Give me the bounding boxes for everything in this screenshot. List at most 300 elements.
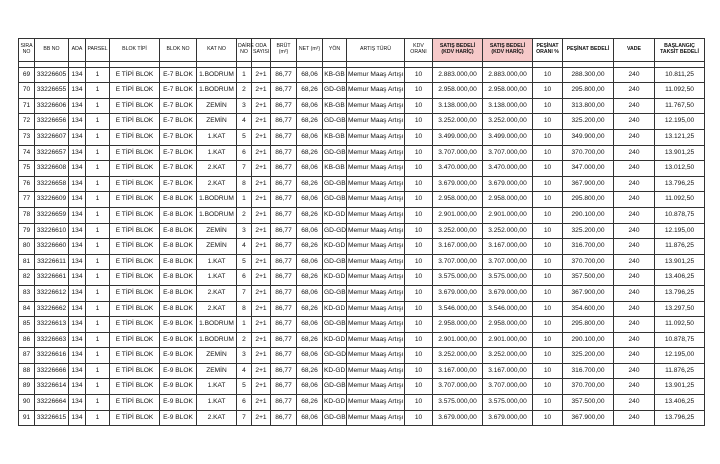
- cell-daire-no: 1: [237, 192, 252, 208]
- cell-blok-tipi: E TİPİ BLOK: [110, 114, 160, 130]
- cell-artis-turu: Memur Maaş Artışı: [347, 176, 405, 192]
- cell-bb-no: 33226610: [35, 223, 69, 239]
- cell-kat-no: ZEMİN: [197, 114, 237, 130]
- cell-kat-no: 1.BODRUM: [197, 192, 237, 208]
- cell-pesinat-orani: 10: [533, 207, 563, 223]
- cell-blok-no: E-9 BLOK: [160, 348, 197, 364]
- cell-daire-no: 7: [237, 161, 252, 177]
- cell-bb-no: 33226609: [35, 192, 69, 208]
- cell-kat-no: ZEMİN: [197, 223, 237, 239]
- cell-oda-sayisi: 2+1: [252, 161, 271, 177]
- cell-kdv-orani: 10: [405, 98, 433, 114]
- cell-blok-no: E-8 BLOK: [160, 285, 197, 301]
- cell-net: 68,06: [297, 254, 323, 270]
- cell-net: 68,26: [297, 395, 323, 411]
- cell-parsel: 1: [86, 348, 110, 364]
- cell-sira-no: 89: [19, 379, 35, 395]
- cell-daire-no: 6: [237, 270, 252, 286]
- cell-blok-tipi: E TİPİ BLOK: [110, 363, 160, 379]
- cell-satis-bedeli-1: 3.470.000,00: [433, 161, 483, 177]
- cell-kat-no: ZEMİN: [197, 239, 237, 255]
- cell-pesinat-bedeli: 290.100,00: [563, 332, 614, 348]
- cell-baslangic-taksit: 13.901,25: [655, 379, 705, 395]
- cell-kdv-orani: 10: [405, 129, 433, 145]
- cell-blok-no: E-8 BLOK: [160, 223, 197, 239]
- cell-kdv-orani: 10: [405, 379, 433, 395]
- cell-brut: 86,77: [271, 67, 297, 83]
- cell-ada: 134: [69, 83, 86, 99]
- cell-yon: KD-GD: [323, 363, 347, 379]
- cell-oda-sayisi: 2+1: [252, 207, 271, 223]
- cell-kdv-orani: 10: [405, 254, 433, 270]
- table-row: [19, 129, 705, 145]
- cell-brut: 86,77: [271, 285, 297, 301]
- cell-pesinat-orani: 10: [533, 254, 563, 270]
- cell-brut: 86,77: [271, 254, 297, 270]
- cell-net: 68,26: [297, 363, 323, 379]
- cell-ada: 134: [69, 254, 86, 270]
- cell-brut: 86,77: [271, 114, 297, 130]
- cell-satis-bedeli-1: 3.167.000,00: [433, 363, 483, 379]
- cell-baslangic-taksit: 12.195,00: [655, 348, 705, 364]
- cell-vade: 240: [614, 83, 655, 99]
- cell-kdv-orani: 10: [405, 145, 433, 161]
- table-row: [19, 83, 705, 99]
- cell-pesinat-orani: 10: [533, 129, 563, 145]
- cell-net: 68,26: [297, 145, 323, 161]
- cell-yon: GD-GB: [323, 254, 347, 270]
- cell-satis-bedeli-2: 3.679.000,00: [483, 176, 533, 192]
- cell-pesinat-orani: 10: [533, 332, 563, 348]
- cell-pesinat-orani: 10: [533, 67, 563, 83]
- cell-kat-no: 2.KAT: [197, 410, 237, 426]
- cell-kat-no: ZEMİN: [197, 363, 237, 379]
- cell-baslangic-taksit: 11.092,50: [655, 83, 705, 99]
- cell-satis-bedeli-1: 3.575.000,00: [433, 395, 483, 411]
- table-row: [19, 176, 705, 192]
- cell-vade: 240: [614, 317, 655, 333]
- cell-yon: KD-GD: [323, 332, 347, 348]
- cell-sira-no: 76: [19, 176, 35, 192]
- cell-parsel: 1: [86, 379, 110, 395]
- cell-daire-no: 2: [237, 332, 252, 348]
- cell-yon: GD-GB: [323, 83, 347, 99]
- cell-baslangic-taksit: 12.195,00: [655, 223, 705, 239]
- cell-ada: 134: [69, 239, 86, 255]
- table-row: [19, 192, 705, 208]
- cell-blok-tipi: E TİPİ BLOK: [110, 395, 160, 411]
- cell-daire-no: 6: [237, 395, 252, 411]
- cell-pesinat-bedeli: 290.100,00: [563, 207, 614, 223]
- cell-blok-no: E-7 BLOK: [160, 98, 197, 114]
- cell-pesinat-orani: 10: [533, 114, 563, 130]
- cell-oda-sayisi: 2+1: [252, 395, 271, 411]
- cell-kdv-orani: 10: [405, 301, 433, 317]
- cell-bb-no: 33226616: [35, 348, 69, 364]
- cell-blok-tipi: E TİPİ BLOK: [110, 98, 160, 114]
- cell-satis-bedeli-1: 2.901.000,00: [433, 332, 483, 348]
- cell-daire-no: 4: [237, 363, 252, 379]
- cell-artis-turu: Memur Maaş Artışı: [347, 207, 405, 223]
- cell-ada: 134: [69, 285, 86, 301]
- table-row: [19, 145, 705, 161]
- cell-pesinat-bedeli: 347.000,00: [563, 161, 614, 177]
- cell-bb-no: 33226607: [35, 129, 69, 145]
- cell-sira-no: 87: [19, 348, 35, 364]
- cell-brut: 86,77: [271, 239, 297, 255]
- cell-pesinat-bedeli: 295.800,00: [563, 317, 614, 333]
- cell-blok-tipi: E TİPİ BLOK: [110, 301, 160, 317]
- cell-satis-bedeli-2: 2.883.000,00: [483, 67, 533, 83]
- cell-artis-turu: Memur Maaş Artışı: [347, 239, 405, 255]
- cell-sira-no: 69: [19, 67, 35, 83]
- cell-brut: 86,77: [271, 395, 297, 411]
- column-header-bb-no: BB NO: [35, 39, 69, 62]
- column-header-oda-sayisi: ODA SAYISI: [252, 39, 271, 62]
- cell-brut: 86,77: [271, 145, 297, 161]
- cell-kdv-orani: 10: [405, 176, 433, 192]
- cell-daire-no: 8: [237, 176, 252, 192]
- cell-parsel: 1: [86, 83, 110, 99]
- cell-pesinat-orani: 10: [533, 285, 563, 301]
- cell-brut: 86,77: [271, 363, 297, 379]
- cell-oda-sayisi: 2+1: [252, 145, 271, 161]
- cell-net: 68,26: [297, 114, 323, 130]
- cell-pesinat-bedeli: 367.900,00: [563, 176, 614, 192]
- cell-kdv-orani: 10: [405, 410, 433, 426]
- cell-blok-tipi: E TİPİ BLOK: [110, 254, 160, 270]
- column-header-blok-tipi: BLOK TİPİ: [110, 39, 160, 62]
- table-row: [19, 332, 705, 348]
- cell-ada: 134: [69, 317, 86, 333]
- cell-brut: 86,77: [271, 192, 297, 208]
- cell-kat-no: 1.BODRUM: [197, 67, 237, 83]
- cell-artis-turu: Memur Maaş Artışı: [347, 348, 405, 364]
- cell-bb-no: 33226614: [35, 379, 69, 395]
- cell-satis-bedeli-2: 3.546.000,00: [483, 301, 533, 317]
- cell-satis-bedeli-2: 3.707.000,00: [483, 379, 533, 395]
- cell-kdv-orani: 10: [405, 239, 433, 255]
- cell-yon: GD-GB: [323, 285, 347, 301]
- cell-ada: 134: [69, 176, 86, 192]
- cell-baslangic-taksit: 13.121,25: [655, 129, 705, 145]
- cell-artis-turu: Memur Maaş Artışı: [347, 161, 405, 177]
- cell-sira-no: 91: [19, 410, 35, 426]
- cell-blok-no: E-9 BLOK: [160, 379, 197, 395]
- cell-ada: 134: [69, 161, 86, 177]
- cell-parsel: 1: [86, 129, 110, 145]
- cell-parsel: 1: [86, 67, 110, 83]
- cell-yon: GD-GB: [323, 192, 347, 208]
- cell-daire-no: 1: [237, 67, 252, 83]
- cell-brut: 86,77: [271, 223, 297, 239]
- cell-pesinat-orani: 10: [533, 301, 563, 317]
- cell-yon: GD-GB: [323, 176, 347, 192]
- cell-satis-bedeli-1: 3.679.000,00: [433, 285, 483, 301]
- cell-parsel: 1: [86, 363, 110, 379]
- cell-pesinat-orani: 10: [533, 192, 563, 208]
- cell-brut: 86,77: [271, 161, 297, 177]
- cell-blok-tipi: E TİPİ BLOK: [110, 83, 160, 99]
- cell-daire-no: 1: [237, 317, 252, 333]
- cell-kdv-orani: 10: [405, 83, 433, 99]
- table-row: [19, 317, 705, 333]
- cell-daire-no: 8: [237, 301, 252, 317]
- cell-pesinat-bedeli: 325.200,00: [563, 223, 614, 239]
- cell-baslangic-taksit: 11.876,25: [655, 239, 705, 255]
- cell-parsel: 1: [86, 114, 110, 130]
- cell-pesinat-orani: 10: [533, 270, 563, 286]
- column-header-daire-no: DAİRE NO: [237, 39, 252, 62]
- cell-blok-no: E-8 BLOK: [160, 270, 197, 286]
- cell-blok-tipi: E TİPİ BLOK: [110, 223, 160, 239]
- cell-bb-no: 33226666: [35, 363, 69, 379]
- cell-pesinat-bedeli: 325.200,00: [563, 114, 614, 130]
- cell-oda-sayisi: 2+1: [252, 348, 271, 364]
- cell-blok-no: E-7 BLOK: [160, 83, 197, 99]
- cell-baslangic-taksit: 13.796,25: [655, 285, 705, 301]
- sales-price-table: [18, 38, 705, 426]
- cell-net: 68,06: [297, 317, 323, 333]
- cell-pesinat-orani: 10: [533, 410, 563, 426]
- cell-satis-bedeli-2: 3.707.000,00: [483, 254, 533, 270]
- cell-net: 68,06: [297, 348, 323, 364]
- cell-blok-no: E-9 BLOK: [160, 363, 197, 379]
- cell-pesinat-bedeli: 367.900,00: [563, 285, 614, 301]
- cell-ada: 134: [69, 207, 86, 223]
- cell-blok-no: E-9 BLOK: [160, 332, 197, 348]
- cell-yon: KB-GB: [323, 98, 347, 114]
- cell-oda-sayisi: 2+1: [252, 254, 271, 270]
- cell-parsel: 1: [86, 192, 110, 208]
- cell-satis-bedeli-2: 2.901.000,00: [483, 332, 533, 348]
- cell-kat-no: 1.KAT: [197, 254, 237, 270]
- header-row: [19, 39, 705, 62]
- cell-yon: KD-GD: [323, 301, 347, 317]
- cell-bb-no: 33226662: [35, 301, 69, 317]
- cell-kat-no: 2.KAT: [197, 301, 237, 317]
- cell-kdv-orani: 10: [405, 395, 433, 411]
- cell-ada: 134: [69, 348, 86, 364]
- cell-oda-sayisi: 2+1: [252, 317, 271, 333]
- cell-kdv-orani: 10: [405, 285, 433, 301]
- cell-parsel: 1: [86, 332, 110, 348]
- cell-satis-bedeli-2: 3.252.000,00: [483, 348, 533, 364]
- cell-blok-tipi: E TİPİ BLOK: [110, 67, 160, 83]
- cell-satis-bedeli-2: 2.958.000,00: [483, 317, 533, 333]
- cell-net: 68,26: [297, 270, 323, 286]
- cell-pesinat-bedeli: 354.600,00: [563, 301, 614, 317]
- column-header-brut: BRÜT (m²): [271, 39, 297, 62]
- cell-parsel: 1: [86, 317, 110, 333]
- cell-artis-turu: Memur Maaş Artışı: [347, 114, 405, 130]
- column-header-blok-no: BLOK NO: [160, 39, 197, 62]
- cell-kdv-orani: 10: [405, 192, 433, 208]
- column-header-baslangic-taksit: BAŞLANGIÇ TAKSİT BEDELİ: [655, 39, 705, 62]
- cell-yon: GD-GB: [323, 410, 347, 426]
- cell-vade: 240: [614, 192, 655, 208]
- cell-satis-bedeli-1: 3.252.000,00: [433, 223, 483, 239]
- cell-vade: 240: [614, 285, 655, 301]
- column-header-sira-no: SIRA NO: [19, 39, 35, 62]
- cell-net: 68,26: [297, 176, 323, 192]
- cell-blok-no: E-7 BLOK: [160, 129, 197, 145]
- cell-satis-bedeli-1: 3.707.000,00: [433, 145, 483, 161]
- cell-baslangic-taksit: 13.012,50: [655, 161, 705, 177]
- cell-blok-no: E-7 BLOK: [160, 145, 197, 161]
- cell-satis-bedeli-2: 3.707.000,00: [483, 145, 533, 161]
- cell-sira-no: 79: [19, 223, 35, 239]
- cell-sira-no: 83: [19, 285, 35, 301]
- cell-pesinat-orani: 10: [533, 176, 563, 192]
- cell-kat-no: 2.KAT: [197, 161, 237, 177]
- cell-artis-turu: Memur Maaş Artışı: [347, 223, 405, 239]
- cell-bb-no: 33226605: [35, 67, 69, 83]
- cell-kat-no: 1.BODRUM: [197, 332, 237, 348]
- cell-kat-no: 2.KAT: [197, 176, 237, 192]
- cell-yon: GD-GB: [323, 317, 347, 333]
- cell-satis-bedeli-1: 2.958.000,00: [433, 83, 483, 99]
- table-row: [19, 410, 705, 426]
- column-header-parsel: PARSEL: [86, 39, 110, 62]
- cell-blok-tipi: E TİPİ BLOK: [110, 332, 160, 348]
- cell-artis-turu: Memur Maaş Artışı: [347, 270, 405, 286]
- cell-vade: 240: [614, 176, 655, 192]
- cell-sira-no: 78: [19, 207, 35, 223]
- cell-artis-turu: Memur Maaş Artışı: [347, 129, 405, 145]
- cell-artis-turu: Memur Maaş Artışı: [347, 192, 405, 208]
- cell-daire-no: 4: [237, 239, 252, 255]
- cell-oda-sayisi: 2+1: [252, 239, 271, 255]
- cell-yon: GD-GD: [323, 223, 347, 239]
- cell-satis-bedeli-1: 3.679.000,00: [433, 176, 483, 192]
- cell-satis-bedeli-2: 3.167.000,00: [483, 363, 533, 379]
- cell-blok-tipi: E TİPİ BLOK: [110, 207, 160, 223]
- cell-kdv-orani: 10: [405, 67, 433, 83]
- cell-kdv-orani: 10: [405, 114, 433, 130]
- cell-baslangic-taksit: 13.901,25: [655, 145, 705, 161]
- cell-satis-bedeli-2: 3.252.000,00: [483, 114, 533, 130]
- cell-bb-no: 33226656: [35, 114, 69, 130]
- cell-kat-no: 1.KAT: [197, 129, 237, 145]
- cell-net: 68,06: [297, 98, 323, 114]
- cell-oda-sayisi: 2+1: [252, 270, 271, 286]
- cell-oda-sayisi: 2+1: [252, 67, 271, 83]
- cell-baslangic-taksit: 13.406,25: [655, 395, 705, 411]
- cell-blok-no: E-9 BLOK: [160, 395, 197, 411]
- cell-blok-no: E-8 BLOK: [160, 192, 197, 208]
- cell-parsel: 1: [86, 270, 110, 286]
- cell-daire-no: 7: [237, 285, 252, 301]
- cell-pesinat-orani: 10: [533, 161, 563, 177]
- cell-oda-sayisi: 2+1: [252, 379, 271, 395]
- cell-daire-no: 3: [237, 98, 252, 114]
- table-body: [19, 62, 705, 426]
- cell-brut: 86,77: [271, 301, 297, 317]
- cell-sira-no: 82: [19, 270, 35, 286]
- cell-oda-sayisi: 2+1: [252, 285, 271, 301]
- cell-yon: GD-GD: [323, 348, 347, 364]
- table-row: [19, 395, 705, 411]
- column-header-satis-bedeli-1: SATIŞ BEDELİ (KDV HARİÇ): [433, 39, 483, 62]
- cell-satis-bedeli-2: 3.252.000,00: [483, 223, 533, 239]
- column-header-kdv-orani: KDV ORANI: [405, 39, 433, 62]
- cell-artis-turu: Memur Maaş Artışı: [347, 83, 405, 99]
- cell-baslangic-taksit: 11.092,50: [655, 317, 705, 333]
- column-header-net: NET (m²): [297, 39, 323, 62]
- cell-ada: 134: [69, 270, 86, 286]
- table-row: [19, 270, 705, 286]
- cell-vade: 240: [614, 239, 655, 255]
- cell-brut: 86,77: [271, 98, 297, 114]
- cell-artis-turu: Memur Maaş Artışı: [347, 395, 405, 411]
- cell-brut: 86,77: [271, 317, 297, 333]
- cell-bb-no: 33226660: [35, 239, 69, 255]
- cell-net: 68,06: [297, 223, 323, 239]
- cell-pesinat-bedeli: 295.800,00: [563, 192, 614, 208]
- cell-pesinat-orani: 10: [533, 223, 563, 239]
- cell-bb-no: 33226615: [35, 410, 69, 426]
- cell-net: 68,26: [297, 239, 323, 255]
- cell-oda-sayisi: 2+1: [252, 410, 271, 426]
- cell-kat-no: 1.BODRUM: [197, 207, 237, 223]
- cell-parsel: 1: [86, 254, 110, 270]
- cell-sira-no: 71: [19, 98, 35, 114]
- cell-pesinat-bedeli: 370.700,00: [563, 254, 614, 270]
- cell-ada: 134: [69, 410, 86, 426]
- cell-kdv-orani: 10: [405, 332, 433, 348]
- cell-net: 68,06: [297, 192, 323, 208]
- cell-pesinat-orani: 10: [533, 83, 563, 99]
- column-header-pesinat-bedeli: PEŞİNAT BEDELİ: [563, 39, 614, 62]
- cell-yon: GD-GB: [323, 379, 347, 395]
- cell-kat-no: 1.KAT: [197, 270, 237, 286]
- cell-oda-sayisi: 2+1: [252, 176, 271, 192]
- cell-oda-sayisi: 2+1: [252, 301, 271, 317]
- cell-daire-no: 4: [237, 114, 252, 130]
- cell-pesinat-bedeli: 357.500,00: [563, 270, 614, 286]
- cell-satis-bedeli-1: 3.707.000,00: [433, 379, 483, 395]
- table-row: [19, 379, 705, 395]
- cell-bb-no: 33226661: [35, 270, 69, 286]
- cell-sira-no: 73: [19, 129, 35, 145]
- cell-brut: 86,77: [271, 410, 297, 426]
- column-header-satis-bedeli-2: SATIŞ BEDELİ (KDV HARİÇ): [483, 39, 533, 62]
- cell-artis-turu: Memur Maaş Artışı: [347, 67, 405, 83]
- cell-satis-bedeli-1: 2.958.000,00: [433, 192, 483, 208]
- table-row: [19, 207, 705, 223]
- cell-daire-no: 3: [237, 223, 252, 239]
- cell-pesinat-orani: 10: [533, 317, 563, 333]
- cell-satis-bedeli-2: 2.958.000,00: [483, 192, 533, 208]
- table-row: [19, 363, 705, 379]
- cell-brut: 86,77: [271, 270, 297, 286]
- cell-ada: 134: [69, 98, 86, 114]
- cell-sira-no: 74: [19, 145, 35, 161]
- cell-sira-no: 72: [19, 114, 35, 130]
- cell-kat-no: 1.KAT: [197, 145, 237, 161]
- cell-kdv-orani: 10: [405, 223, 433, 239]
- cell-baslangic-taksit: 13.297,50: [655, 301, 705, 317]
- cell-ada: 134: [69, 192, 86, 208]
- cell-satis-bedeli-1: 3.707.000,00: [433, 254, 483, 270]
- cell-sira-no: 90: [19, 395, 35, 411]
- cell-blok-tipi: E TİPİ BLOK: [110, 317, 160, 333]
- cell-daire-no: 7: [237, 410, 252, 426]
- cell-kat-no: 2.KAT: [197, 285, 237, 301]
- cell-vade: 240: [614, 207, 655, 223]
- cell-kat-no: 1.KAT: [197, 379, 237, 395]
